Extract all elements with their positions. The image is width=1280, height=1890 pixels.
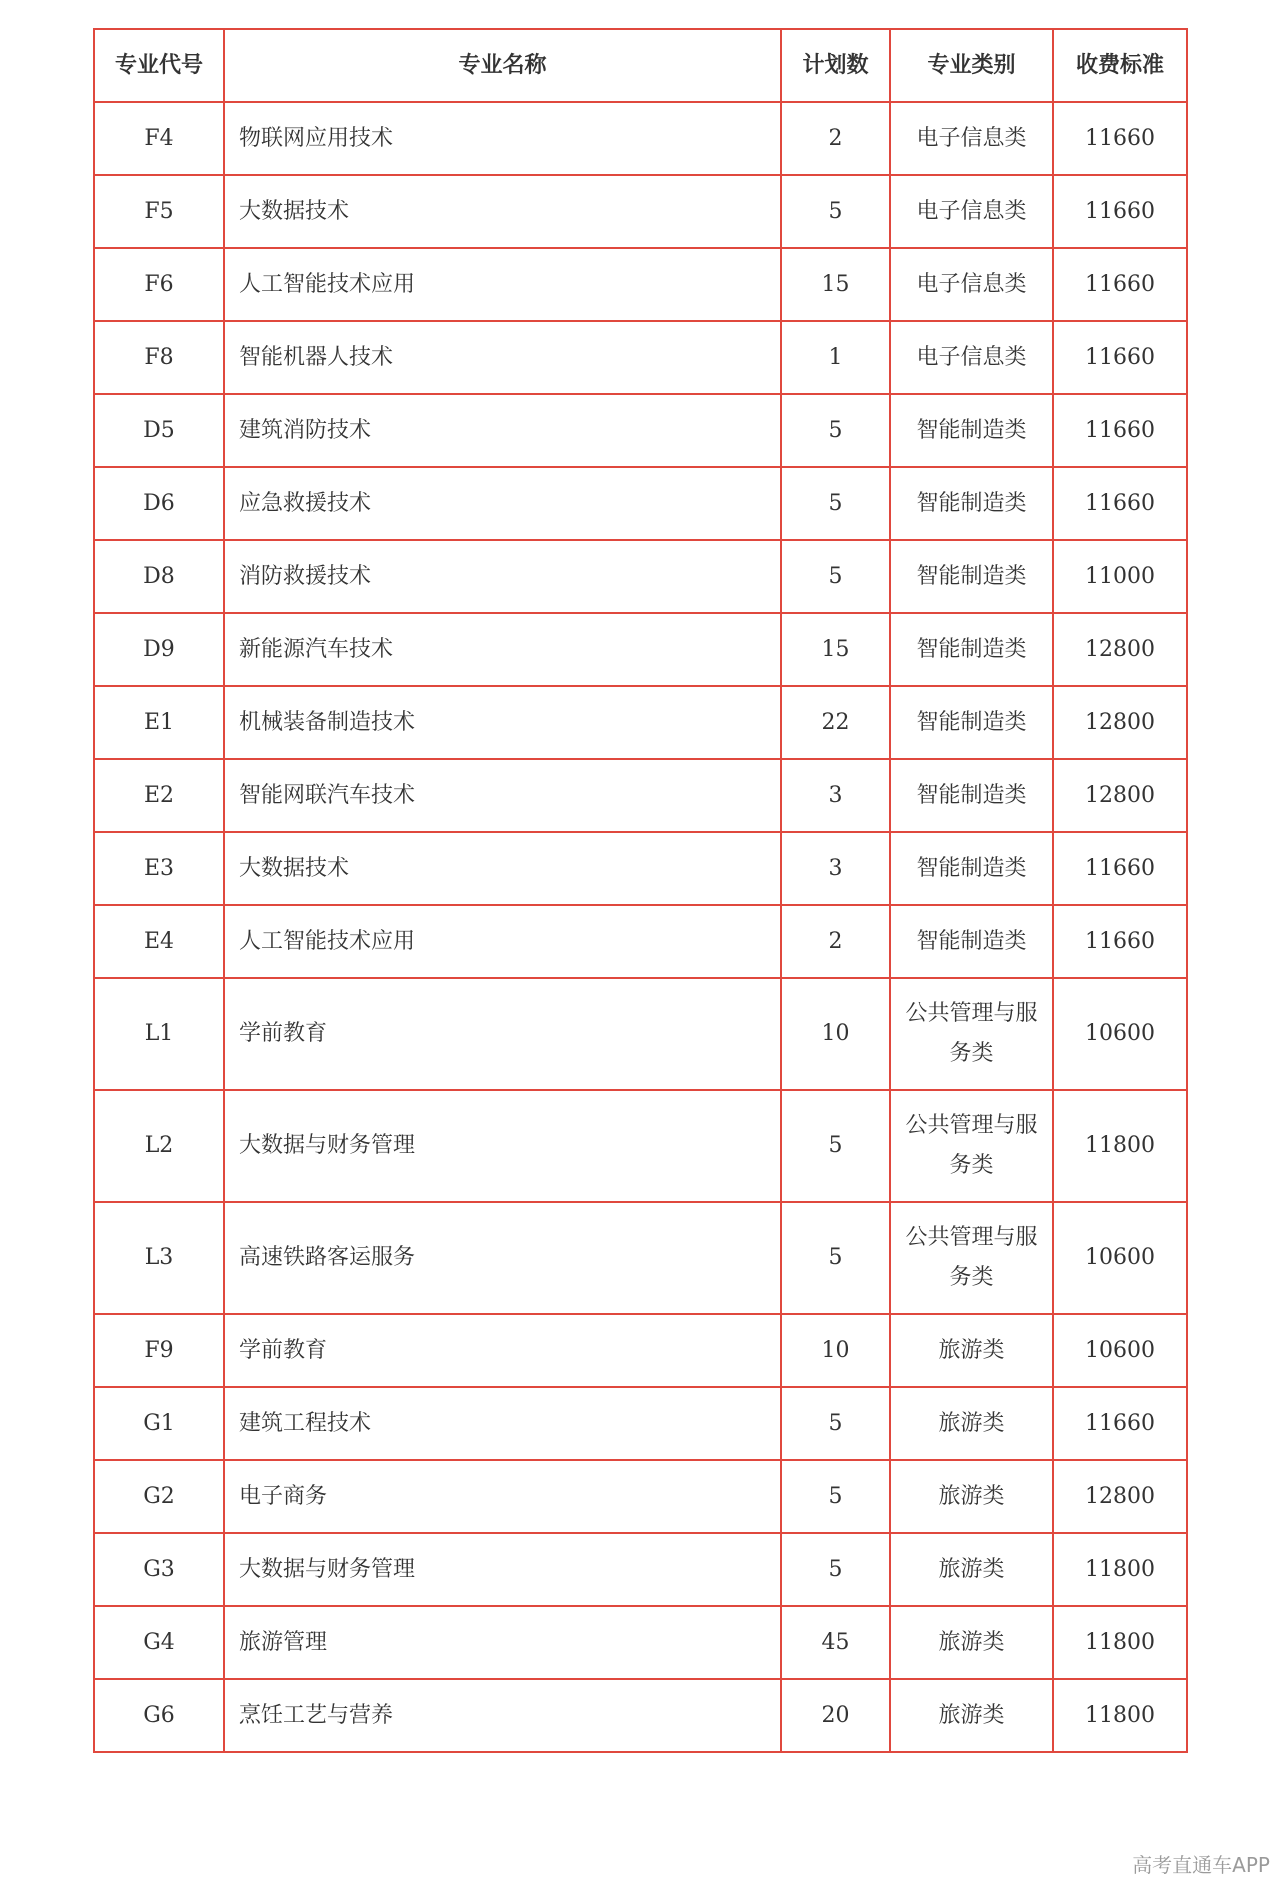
cell-code: F9 — [94, 1314, 224, 1387]
cell-fee: 11800 — [1053, 1606, 1187, 1679]
cell-category: 智能制造类 — [890, 540, 1053, 613]
cell-plan: 5 — [781, 394, 890, 467]
table-row — [94, 832, 1187, 905]
cell-code: G3 — [94, 1533, 224, 1606]
cell-plan: 5 — [781, 1533, 890, 1606]
header-plan: 计划数 — [781, 29, 890, 102]
cell-category: 公共管理与服务类 — [890, 1090, 1053, 1202]
cell-code: G4 — [94, 1606, 224, 1679]
cell-name: 人工智能技术应用 — [224, 905, 781, 978]
table-header-row — [94, 29, 1187, 102]
table-row — [94, 686, 1187, 759]
cell-plan: 5 — [781, 1090, 890, 1202]
cell-name: 智能网联汽车技术 — [224, 759, 781, 832]
cell-category: 智能制造类 — [890, 613, 1053, 686]
cell-code: G6 — [94, 1679, 224, 1752]
cell-category: 智能制造类 — [890, 467, 1053, 540]
cell-fee: 11660 — [1053, 102, 1187, 175]
cell-code: G2 — [94, 1460, 224, 1533]
cell-name: 大数据技术 — [224, 175, 781, 248]
cell-category: 电子信息类 — [890, 175, 1053, 248]
table-row — [94, 175, 1187, 248]
cell-name: 物联网应用技术 — [224, 102, 781, 175]
cell-name: 高速铁路客运服务 — [224, 1202, 781, 1314]
table-row — [94, 248, 1187, 321]
table-row — [94, 540, 1187, 613]
cell-plan: 3 — [781, 759, 890, 832]
cell-code: L3 — [94, 1202, 224, 1314]
cell-name: 人工智能技术应用 — [224, 248, 781, 321]
header-code: 专业代号 — [94, 29, 224, 102]
cell-code: L1 — [94, 978, 224, 1090]
cell-fee: 11800 — [1053, 1533, 1187, 1606]
table-row — [94, 102, 1187, 175]
cell-category: 公共管理与服务类 — [890, 978, 1053, 1090]
cell-code: D8 — [94, 540, 224, 613]
cell-plan: 15 — [781, 613, 890, 686]
cell-fee: 12800 — [1053, 759, 1187, 832]
table-row — [94, 394, 1187, 467]
cell-plan: 5 — [781, 1387, 890, 1460]
table-body — [94, 102, 1187, 1752]
cell-plan: 10 — [781, 978, 890, 1090]
cell-code: F4 — [94, 102, 224, 175]
table-row — [94, 1202, 1187, 1314]
cell-category: 电子信息类 — [890, 321, 1053, 394]
cell-fee: 12800 — [1053, 686, 1187, 759]
header-category: 专业类别 — [890, 29, 1053, 102]
cell-fee: 10600 — [1053, 1314, 1187, 1387]
cell-name: 应急救援技术 — [224, 467, 781, 540]
table-row — [94, 1533, 1187, 1606]
cell-category: 智能制造类 — [890, 832, 1053, 905]
table-row — [94, 1090, 1187, 1202]
table-row — [94, 905, 1187, 978]
cell-category: 电子信息类 — [890, 102, 1053, 175]
cell-plan: 3 — [781, 832, 890, 905]
enrollment-plan-table — [93, 28, 1188, 1753]
cell-fee: 12800 — [1053, 1460, 1187, 1533]
table-row — [94, 1460, 1187, 1533]
cell-plan: 1 — [781, 321, 890, 394]
cell-name: 建筑消防技术 — [224, 394, 781, 467]
cell-category: 旅游类 — [890, 1460, 1053, 1533]
cell-code: F5 — [94, 175, 224, 248]
cell-fee: 11660 — [1053, 394, 1187, 467]
cell-code: E3 — [94, 832, 224, 905]
cell-name: 学前教育 — [224, 978, 781, 1090]
watermark: 高考直通车APP — [1132, 1853, 1270, 1877]
table-row — [94, 321, 1187, 394]
cell-category: 电子信息类 — [890, 248, 1053, 321]
cell-category: 旅游类 — [890, 1606, 1053, 1679]
cell-name: 学前教育 — [224, 1314, 781, 1387]
cell-name: 电子商务 — [224, 1460, 781, 1533]
cell-category: 旅游类 — [890, 1533, 1053, 1606]
cell-name: 旅游管理 — [224, 1606, 781, 1679]
cell-plan: 45 — [781, 1606, 890, 1679]
cell-category: 智能制造类 — [890, 905, 1053, 978]
cell-plan: 10 — [781, 1314, 890, 1387]
table-row — [94, 1679, 1187, 1752]
cell-fee: 11660 — [1053, 905, 1187, 978]
header-fee: 收费标准 — [1053, 29, 1187, 102]
table-row — [94, 467, 1187, 540]
cell-code: D5 — [94, 394, 224, 467]
cell-plan: 22 — [781, 686, 890, 759]
cell-code: E2 — [94, 759, 224, 832]
cell-plan: 2 — [781, 102, 890, 175]
cell-name: 机械装备制造技术 — [224, 686, 781, 759]
cell-fee: 11660 — [1053, 467, 1187, 540]
cell-fee: 10600 — [1053, 978, 1187, 1090]
cell-plan: 5 — [781, 467, 890, 540]
cell-fee: 11660 — [1053, 321, 1187, 394]
table-row — [94, 978, 1187, 1090]
cell-name: 新能源汽车技术 — [224, 613, 781, 686]
cell-fee: 11800 — [1053, 1090, 1187, 1202]
cell-plan: 15 — [781, 248, 890, 321]
table-row — [94, 613, 1187, 686]
cell-category: 智能制造类 — [890, 686, 1053, 759]
cell-name: 建筑工程技术 — [224, 1387, 781, 1460]
cell-plan: 20 — [781, 1679, 890, 1752]
cell-fee: 11660 — [1053, 832, 1187, 905]
cell-name: 烹饪工艺与营养 — [224, 1679, 781, 1752]
cell-category: 智能制造类 — [890, 394, 1053, 467]
table-row — [94, 1387, 1187, 1460]
cell-code: E4 — [94, 905, 224, 978]
cell-code: D6 — [94, 467, 224, 540]
cell-fee: 11660 — [1053, 1387, 1187, 1460]
cell-plan: 2 — [781, 905, 890, 978]
cell-category: 旅游类 — [890, 1314, 1053, 1387]
cell-code: F6 — [94, 248, 224, 321]
cell-plan: 5 — [781, 1460, 890, 1533]
cell-fee: 11660 — [1053, 248, 1187, 321]
cell-fee: 12800 — [1053, 613, 1187, 686]
cell-name: 智能机器人技术 — [224, 321, 781, 394]
cell-category: 旅游类 — [890, 1679, 1053, 1752]
cell-category: 智能制造类 — [890, 759, 1053, 832]
cell-fee: 11660 — [1053, 175, 1187, 248]
table-row — [94, 1606, 1187, 1679]
table-row — [94, 1314, 1187, 1387]
cell-code: E1 — [94, 686, 224, 759]
cell-name: 大数据与财务管理 — [224, 1090, 781, 1202]
header-name: 专业名称 — [224, 29, 781, 102]
cell-category: 旅游类 — [890, 1387, 1053, 1460]
cell-plan: 5 — [781, 540, 890, 613]
cell-code: F8 — [94, 321, 224, 394]
cell-plan: 5 — [781, 175, 890, 248]
cell-fee: 10600 — [1053, 1202, 1187, 1314]
cell-category: 公共管理与服务类 — [890, 1202, 1053, 1314]
cell-code: D9 — [94, 613, 224, 686]
cell-plan: 5 — [781, 1202, 890, 1314]
cell-name: 大数据技术 — [224, 832, 781, 905]
cell-fee: 11000 — [1053, 540, 1187, 613]
table-row — [94, 759, 1187, 832]
cell-code: L2 — [94, 1090, 224, 1202]
cell-name: 大数据与财务管理 — [224, 1533, 781, 1606]
cell-fee: 11800 — [1053, 1679, 1187, 1752]
cell-code: G1 — [94, 1387, 224, 1460]
cell-name: 消防救援技术 — [224, 540, 781, 613]
